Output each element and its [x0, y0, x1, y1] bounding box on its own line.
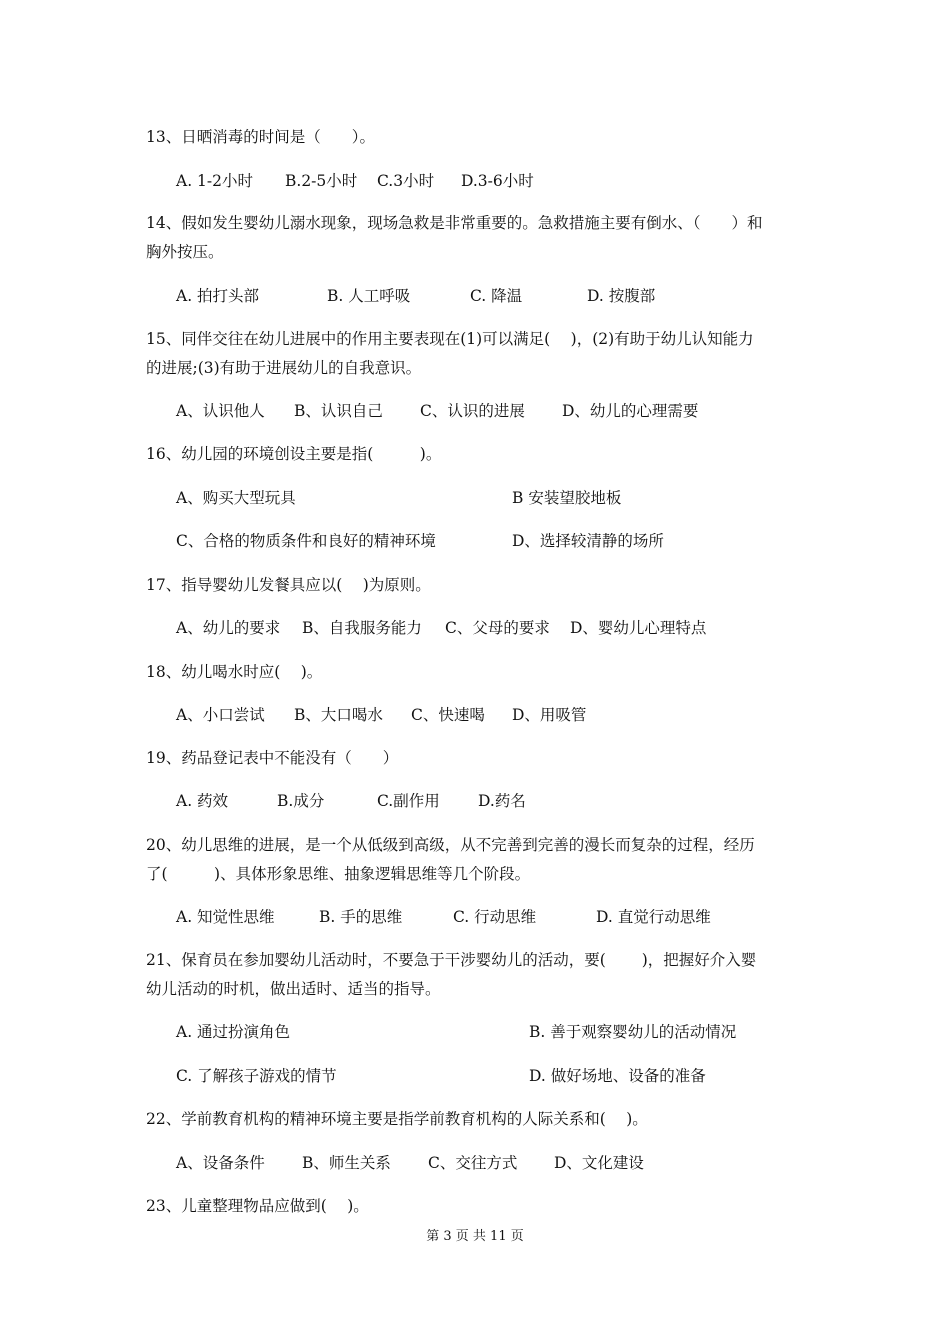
question-21-option-a: A. 通过扮演角色	[176, 1023, 291, 1041]
question-19-stem: 19、药品登记表中不能没有（ ）	[146, 749, 399, 767]
page-number-footer: 第 3 页 共 11 页	[426, 1229, 524, 1244]
question-14-option-d: D. 按腹部	[587, 287, 656, 305]
question-23-stem: 23、儿童整理物品应做到( )。	[146, 1197, 369, 1215]
question-22-option-c: C、交往方式	[428, 1154, 518, 1172]
question-17-option-b: B、自我服务能力	[302, 619, 422, 637]
question-14-stem-line-1: 14、假如发生婴幼儿溺水现象，现场急救是非常重要的。急救措施主要有倒水、（ ）和	[146, 214, 763, 232]
question-20-stem-line-1: 20、幼儿思维的进展，是一个从低级到高级，从不完善到完善的漫长而复杂的过程，经历	[146, 836, 755, 854]
question-13-stem: 13、日晒消毒的时间是（ ）。	[146, 128, 375, 146]
question-22-option-d: D、文化建设	[554, 1154, 644, 1172]
question-19-option-a: A. 药效	[176, 792, 229, 810]
question-22-option-a: A、设备条件	[176, 1154, 265, 1172]
question-18-option-a: A、小口尝试	[176, 706, 265, 724]
question-13-option-c: C.3小时	[377, 172, 435, 190]
question-16-option-c: C、合格的物质条件和良好的精神环境	[176, 532, 436, 550]
question-20-stem-line-2: 了( )、具体形象思维、抽象逻辑思维等几个阶段。	[146, 865, 531, 883]
question-20-option-d: D. 直觉行动思维	[596, 908, 711, 926]
question-15-option-c: C、认识的进展	[420, 402, 525, 420]
question-16-stem: 16、幼儿园的环境创设主要是指( )。	[146, 445, 442, 463]
question-18-stem: 18、幼儿喝水时应( )。	[146, 663, 323, 681]
question-14-option-b: B. 人工呼吸	[327, 287, 411, 305]
question-17-stem: 17、指导婴幼儿发餐具应以( )为原则。	[146, 576, 431, 594]
question-16-option-b: B 安装望胶地板	[512, 489, 622, 507]
question-15-option-d: D、幼儿的心理需要	[562, 402, 699, 420]
question-22-stem: 22、学前教育机构的精神环境主要是指学前教育机构的人际关系和( )。	[146, 1110, 648, 1128]
question-15-option-a: A、认识他人	[176, 402, 265, 420]
question-16-option-a: A、购买大型玩具	[176, 489, 296, 507]
question-18-option-d: D、用吸管	[512, 706, 587, 724]
question-20-option-b: B. 手的思维	[319, 908, 403, 926]
question-18-option-c: C、快速喝	[411, 706, 485, 724]
question-13-option-d: D.3-6小时	[461, 172, 534, 190]
question-14-option-a: A. 拍打头部	[176, 287, 260, 305]
question-21-stem-line-2: 幼儿活动的时机，做出适时、适当的指导。	[146, 980, 441, 998]
question-14-option-c: C. 降温	[470, 287, 523, 305]
question-13-option-a: A. 1-2小时	[176, 172, 254, 190]
question-19-option-d: D.药名	[478, 792, 526, 810]
question-14-stem-line-2: 胸外按压。	[146, 243, 224, 261]
question-15-stem-line-1: 15、同伴交往在幼儿进展中的作用主要表现在(1)可以满足( )，(2)有助于幼儿认知能力	[146, 330, 754, 348]
question-13-option-b: B.2-5小时	[285, 172, 358, 190]
question-21-option-c: C. 了解孩子游戏的情节	[176, 1067, 337, 1085]
question-22-option-b: B、师生关系	[302, 1154, 391, 1172]
question-20-option-a: A. 知觉性思维	[176, 908, 275, 926]
question-19-option-c: C.副作用	[377, 792, 440, 810]
question-21-stem-line-1: 21、保育员在参加婴幼儿活动时，不要急于干涉婴幼儿的活动，要( )，把握好介入婴	[146, 951, 757, 969]
question-16-option-d: D、选择较清静的场所	[512, 532, 664, 550]
question-21-option-b: B. 善于观察婴幼儿的活动情况	[529, 1023, 737, 1041]
question-17-option-a: A、幼儿的要求	[176, 619, 281, 637]
question-17-option-d: D、婴幼儿心理特点	[570, 619, 707, 637]
question-17-option-c: C、父母的要求	[445, 619, 550, 637]
question-15-stem-line-2: 的进展;(3)有助于进展幼儿的自我意识。	[146, 359, 422, 377]
question-19-option-b: B.成分	[277, 792, 325, 810]
question-15-option-b: B、认识自己	[294, 402, 383, 420]
question-21-option-d: D. 做好场地、设备的准备	[529, 1067, 706, 1085]
question-20-option-c: C. 行动思维	[453, 908, 537, 926]
question-18-option-b: B、大口喝水	[294, 706, 383, 724]
